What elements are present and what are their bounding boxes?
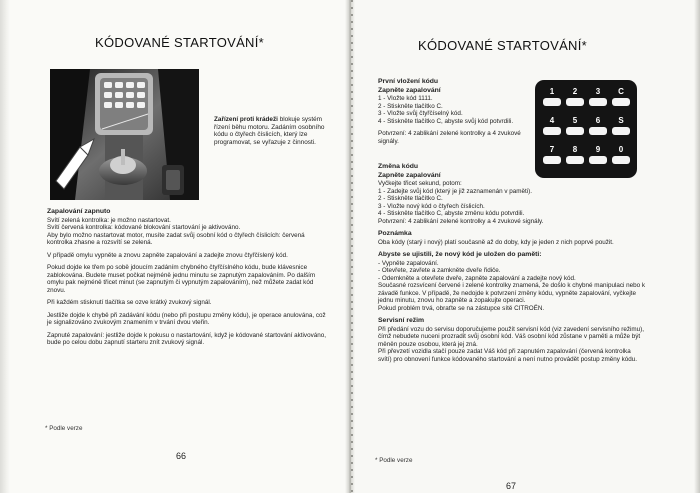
keypad-key-2 — [566, 98, 584, 106]
verify-step-1: - Vypněte zapalování. — [378, 259, 439, 267]
keypad-key-5 — [566, 127, 584, 135]
note-heading: Poznámka — [378, 230, 412, 237]
keypad-key-4 — [543, 127, 561, 135]
keypad-label-5: 5 — [572, 116, 578, 125]
first-code-confirmation: Potvrzení: 4 zablikání zelené kontrolky a 4 zvukové signály. — [378, 130, 521, 145]
keypad-label-C: C — [618, 87, 624, 96]
verify-text: Současné rozsvícení červené i zelené kontrolky znamená, že došlo k chybné manipulaci nebo k závadě funkce. V případě, že nedojde k potvrzení změny kódu, vypněte zapalování, vyčkejte jednu minutu, znovu ho zapněte a zopakujte operaci. — [378, 282, 646, 304]
change-code-step-2: 2 - Stiskněte tlačítko C. — [378, 195, 443, 202]
change-code-intro: Vyčkejte třicet sekund, potom: — [378, 180, 462, 187]
verify-step-2: - Otevřete, zavřete a zamkněte dveře řidiče. — [378, 267, 501, 274]
left-page-number: 66 — [176, 451, 187, 461]
note-text: Oba kódy (starý i nový) platí současně až do doby, kdy je jeden z nich poprvé použit. — [378, 238, 614, 246]
keypad-key-S — [612, 127, 630, 135]
ignition-line-3: Aby bylo možno nastartovat motor, musíte zadat svůj osobní kód o čtyřech číslicích: červená kontrolka zhasne a rozsvítí se zelená. — [47, 231, 305, 246]
service-mode-text: Při předání vozu do servisu doporučujeme použít servisní kód (viz zavedení servisního režimu), čímž nebudete nuceni prozradit svůj osobní kód. Váš osobní kód zůstane v paměti a může být měněn pouze osobou, která jej zná. — [378, 325, 644, 348]
keypad-label-2: 2 — [572, 87, 578, 96]
left-paragraph-3: Při každém stisknutí tlačítka se ozve krátký zvukový signál. — [47, 299, 212, 306]
keypad-key-3 — [589, 98, 607, 106]
ignition-line-2: Svítí červená kontrolka: kódované blokování startování je aktivováno. — [47, 224, 241, 231]
left-paragraph-5: Zapnuté zapalování: jestliže dojde k pokusu o nastartování, když je kódované startování aktivováno, bude po celou dobu zapnutí starteru znít zvukový signál. — [47, 331, 326, 346]
keypad-key-1 — [543, 98, 561, 106]
keypad-label-0: 0 — [618, 145, 624, 154]
change-code-heading: Změna kódu — [378, 163, 419, 170]
first-code-step-4: 4 - Stiskněte tlačítko C, abyste svůj kód potvrdili. — [378, 117, 514, 125]
keypad-key-C — [612, 98, 630, 106]
photo-caption — [214, 116, 332, 146]
change-code-section — [378, 163, 646, 363]
keypad-label-4: 4 — [549, 116, 555, 125]
service-mode-text-2: Při převzetí vozidla stačí pouze zadat Váš kód při zapnutém zapalování (červená kontrolka svítí) pro obnovení funkce kódovaného startování a není nutno provádět postup změny kódu. — [378, 348, 638, 363]
verify-step-3: - Odemkněte a otevřete dveře, zapněte zapalování a zadejte nový kód. — [378, 274, 576, 282]
first-code-step-2: 2 - Stiskněte tlačítko C. — [378, 102, 443, 110]
change-code-subheading: Zapněte zapalování — [378, 171, 441, 179]
keypad-label-9: 9 — [595, 145, 601, 154]
right-footnote: * Podle verze — [375, 457, 413, 464]
left-page-edge — [0, 0, 10, 493]
caption-text: blokuje systém řízení běhu motoru. Zadáním osobního kódu o čtyřech číslicích, který lze programovat, se vyřazuje z činnosti. — [214, 116, 325, 146]
left-footnote: * Podle verze — [45, 425, 83, 432]
keypad-label-7: 7 — [549, 145, 555, 154]
left-main-text — [47, 208, 329, 352]
change-code-step-4: 4 - Stiskněte tlačítko C, abyste změnu kódu potvrdili. — [378, 210, 525, 217]
first-code-step-3: 3 - Vložte svůj čtyřčíselný kód. — [378, 110, 463, 117]
first-code-step-1: 1 - Vložte kód 1111. — [378, 95, 433, 102]
ignition-line-1: Svítí zelená kontrolka: je možno nastartovat. — [47, 216, 171, 224]
first-code-section — [378, 78, 528, 150]
change-code-step-1: 1 - Zadejte svůj kód (který je již zaznamenán v paměti). — [378, 187, 532, 195]
console-keypad-photo — [50, 69, 199, 200]
keypad-label-3: 3 — [595, 87, 601, 96]
console-photo-graphic — [50, 69, 199, 200]
change-code-confirmation: Potvrzení: 4 zablikání zelené kontrolky a 4 zvukové signály. — [378, 217, 544, 225]
keypad-key-6 — [589, 127, 607, 135]
keypad-label-6: 6 — [595, 116, 601, 125]
verify-code-heading: Abyste se ujistili, že nový kód je uložen do paměti: — [378, 251, 542, 258]
right-page-edge — [694, 0, 700, 493]
left-paragraph-1: V případě omylu vypněte a znovu zapněte zapalování a zadejte znovu čtyřčíslený kód. — [47, 251, 288, 259]
keypad-label-1: 1 — [549, 87, 555, 96]
keypad-label-S: S — [618, 116, 624, 125]
left-page-title: KÓDOVANÉ STARTOVÁNÍ* — [95, 35, 265, 50]
keypad-label-8: 8 — [572, 145, 578, 154]
first-code-heading: První vložení kódu — [378, 78, 439, 85]
change-code-step-3: 3 - Vložte nový kód o čtyřech číslicích. — [378, 202, 485, 210]
book-spine — [345, 0, 355, 493]
right-page-title: KÓDOVANÉ STARTOVÁNÍ* — [418, 38, 588, 53]
right-page-number: 67 — [506, 481, 517, 491]
spine-binding — [351, 0, 353, 493]
ignition-on-heading: Zapalování zapnuto — [47, 208, 111, 215]
first-code-subheading: Zapněte zapalování — [378, 86, 441, 94]
verify-text-dealer: Pokud problém trvá, obraťte se na zástupce sítě CITROËN. — [378, 304, 545, 312]
service-mode-heading: Servisní režim — [378, 317, 425, 324]
left-paragraph-4: Jestliže dojde k chybě při zadávání kódu (nebo při postupu změny kódu), je operace anulována, což je signalizováno zvukovým znamením v trvání dvou vteřin. — [47, 311, 326, 326]
left-paragraph-2: Pokud dojde ke třem po sobě jdoucím zadáním chybného čtyřčíslného kódu, bude klávesnice zablokována. Budete muset počkat nejméně jednu minutu se zapnutým zapalováním. Po dalším omylu pak nejméně třicet minut (se zapnutým či vypnutým zapalováním), než můžete zadat kód znovu. — [47, 264, 316, 294]
caption-bold: Zařízení proti krádeži — [214, 116, 278, 123]
